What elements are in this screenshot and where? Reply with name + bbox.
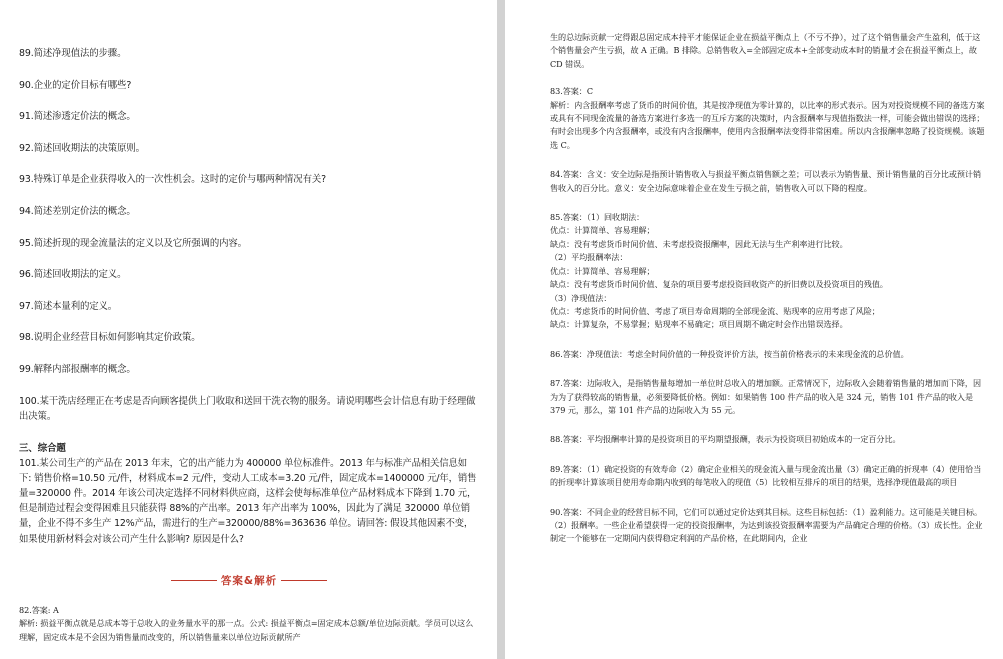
answer-85-line: 缺点：计算复杂，不易掌握；贴现率不易确定；项目周期不确定时会作出错误选择。 — [550, 319, 848, 330]
question-89: 89.简述净现值法的步骤。 — [19, 48, 127, 59]
answer-84-text: 84.答案：含义：安全边际是指预计销售收入与损益平衡点销售额之差；可以表示为销售量、预计销售量的百分比或预计销售收入的百分比。意义：安全边际意味着企业在发生亏损之前，销售收入可以下降的程度。 — [550, 169, 982, 193]
question-90: 90.企业的定价目标有哪些? — [19, 79, 132, 91]
question-95: 95.简述折现的现金流量法的定义以及它所强调的内容。 — [19, 237, 247, 249]
answer-87-text: 87.答案：边际收入，是指销售量每增加一单位时总收入的增加额。正常情况下，边际收入会随着销售量的增加而下降，因为为了获得较高的销售量，必须要降低价格。例如：如果销售 100 件产品的收入是 324 元，销售 101 件产品的收入是 379 元，那么，第 101 件产品的边际收入为 55 元。 — [550, 378, 982, 415]
question-92: 92.简述回收期法的决策原则。 — [19, 142, 145, 154]
question-99: 99.解释内部报酬率的概念。 — [19, 363, 136, 375]
answer-89-text: 89.答案：（1）确定投资的有效寿命（2）确定企业相关的现金流入量与现金流出量（3）确定正确的折现率（4）使用恰当的折现率计算该项目使用寿命期内收到的每笔收入的现值（5）比较相互排斥的项目的结果，选择净现值最高的项目 — [550, 463, 982, 488]
question-97: 97.简述本量利的定义。 — [19, 300, 118, 312]
answer-82-continued-text: 生的总边际贡献一定得跟总固定成本持平才能保证企业在损益平衡点上（不亏不挣），过了这个销售量会产生盈利，低于这个销售量会产生亏损，故 A 正确。B 排除。总销售收入=全部固定成本+全部变动成本时的销量才会在损益平衡点上，故 CD 错误。 — [550, 32, 981, 69]
answer-88 — [550, 433, 985, 446]
answer-83-analysis: 解析：内含报酬率考虑了货币的时间价值，其是按净现值为零计算的，以比率的形式表示。因为对投资规模不同的备选方案或具有不同现金流量的备选方案进行多选一的互斥方案的决策时，内含报酬率与现值指数法一样，可能会做出错误的选择；有时会出现多个内含报酬率，或没有内含报酬率，使用内含报酬率法变得非常困难。所以内含报酬率忽略了投资规模。该题选 C。 — [550, 99, 985, 150]
answer-85-line: 缺点：没有考虑货币时间价值、未考虑投资报酬率，因此无法与生产利率进行比较。 — [550, 238, 848, 249]
answer-85 — [550, 211, 985, 332]
answer-85-line: （3）净现值法： — [550, 292, 612, 303]
page-gutter — [497, 0, 505, 659]
answer-87 — [550, 377, 985, 417]
answer-84 — [550, 168, 985, 195]
right-page — [505, 0, 1003, 659]
answer-88-text: 88.答案：平均报酬率计算的是投资项目的平均期望报酬，表示为投资项目初始成本的一定百分比。 — [550, 434, 901, 445]
answer-85-line: 缺点：没有考虑货币时间价值、复杂的项目要考虑投资回收资产的折旧费以及投资项目的残值。 — [550, 279, 888, 290]
answer-90-text: 90.答案：不同企业的经营目标不同，它们可以通过定价达到其目标。这些目标包括：（1）盈利能力。这可能是关键目标。（2）报酬率。一些企业希望获得一定的投资报酬率，为达到该投资报酬率需要为产品确定合理的价格。（3）成长性。企业制定一个能够在一定期间内获得稳定利润的产品价格，在此期间内，企业 — [550, 506, 983, 544]
question-101: 101.某公司生产的产品在 2013 年末，它的出产能力为 400000 单位标准件。2013 年与标准产品相关信息如下: 销售价格=10.50 元/件，材料成本=2 元/件，变动人工成本=3.20 元/件，固定成本=1400000 元/年，销售量=320000 件。2014 年该公司决定选择不同材料供应商，这样会使每标准单位产品材料成本下降到 1.70 元，但是制造过程会变得困难且只能获得 88%的产出率。2013 年产出率为 100%，因此为了满足 320000 单位销量，企业不得不多生产 12%产品，需进行的生产=320000/88%=363636 单位。请回答: 假设其他因素不变，如果使用新材料会对该公司产生什么影响? 原因是什么? — [19, 457, 477, 545]
question-list — [19, 46, 479, 424]
answer-banner — [19, 573, 479, 588]
answer-86 — [550, 348, 985, 361]
question-91: 91.简述渗透定价法的概念。 — [19, 111, 136, 123]
answer-85-line: 优点：计算简单、容易理解； — [550, 225, 655, 236]
answer-83-heading: 83.答案：C — [550, 86, 593, 97]
question-96: 96.简述回收期法的定义。 — [19, 269, 127, 281]
answer-86-text: 86.答案：净现值法：考虑全时间价值的一种投资评价方法，按当前价格表示的未来现金流的总价值。 — [550, 348, 909, 359]
answer-82 — [19, 604, 479, 644]
answer-85-line: 优点：计算简单、容易理解； — [550, 265, 655, 276]
answer-banner-text: 答案&解析 — [220, 574, 278, 587]
answer-85-line: 85.答案：（1）回收期法： — [550, 212, 645, 223]
answer-89 — [550, 463, 985, 490]
left-page — [0, 0, 497, 659]
question-93: 93.特殊订单是企业获得收入的一次性机会。这时的定价与哪两种情况有关? — [19, 174, 327, 186]
question-98: 98.说明企业经营目标如何影响其定价政策。 — [19, 332, 201, 344]
answer-83 — [550, 85, 985, 152]
banner-rule-right — [281, 580, 327, 581]
banner-rule-left — [171, 580, 217, 581]
section-title: 三、综合题 — [19, 442, 66, 454]
answer-82-analysis: 解析: 损益平衡点就是总成本等于总收入的业务量水平的那一点。公式: 损益平衡点=固定成本总额/单位边际贡献。学员可以这么理解，固定成本是不会因为销售量而改变的，所以销售量来以单位边际贡献所产 — [19, 618, 474, 642]
answer-90 — [550, 506, 985, 546]
answer-82-heading: 82.答案: A — [19, 604, 59, 615]
question-94: 94.简述差别定价法的概念。 — [19, 205, 136, 217]
answer-85-line: （2）平均报酬率法： — [550, 252, 628, 263]
answer-85-line: 优点：考虑货币的时间价值、考虑了项目寿命周期的全部现金流、贴现率的应用考虑了风险； — [550, 305, 880, 316]
answer-82-continued — [550, 31, 985, 71]
question-100: 100.某干洗店经理正在考虑是否向顾客提供上门收取和送回干洗衣物的服务。请说明哪些会计信息有助于经理做出决策。 — [19, 395, 476, 422]
